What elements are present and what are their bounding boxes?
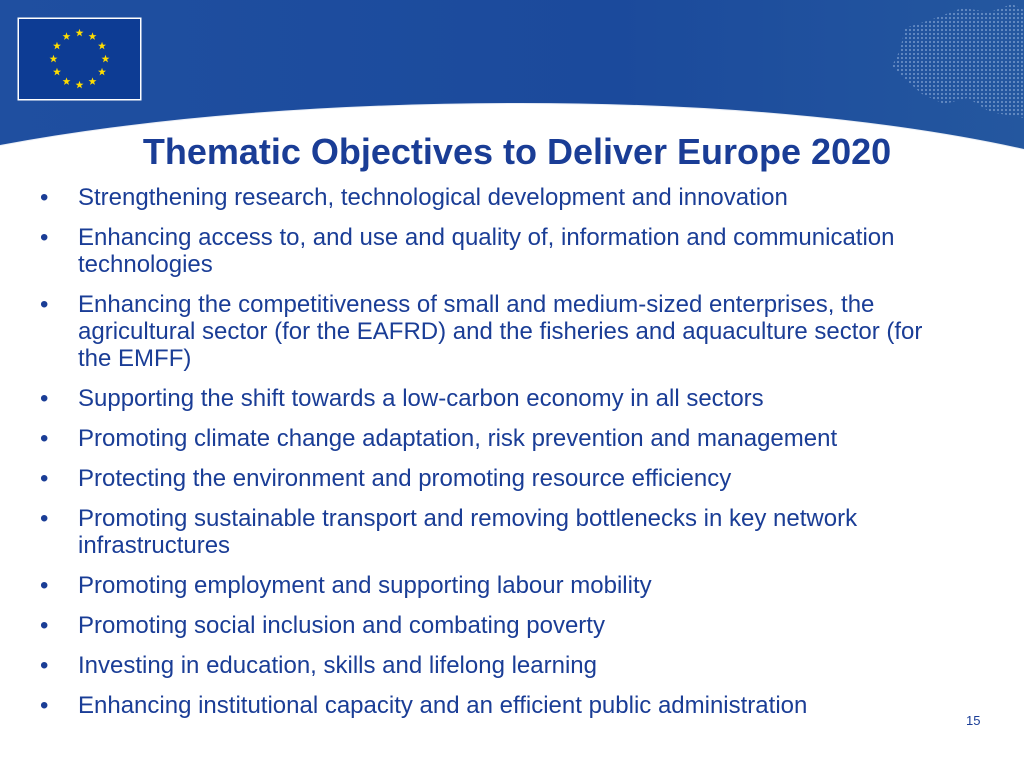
objective-text: Enhancing institutional capacity and an efficient public administration (78, 692, 808, 719)
flag-star (89, 32, 97, 40)
list-item (40, 612, 960, 639)
bullet-icon: • (40, 505, 49, 532)
list-item (40, 652, 960, 679)
flag-star (102, 55, 110, 63)
bullet-icon: • (40, 224, 49, 251)
bullet-icon: • (40, 612, 49, 639)
list-item (40, 385, 960, 412)
flag-star (76, 29, 84, 37)
list-item (40, 505, 960, 559)
objective-text: Protecting the environment and promoting resource efficiency (78, 465, 732, 492)
flag-star (89, 77, 97, 85)
flag-star (76, 81, 84, 89)
objective-text: Enhancing access to, and use and quality of, information and communication technologies (78, 224, 895, 278)
objective-text: Supporting the shift towards a low-carbon economy in all sectors (78, 385, 764, 412)
objective-text: Strengthening research, technological development and innovation (78, 184, 788, 211)
list-item (40, 465, 960, 492)
flag-star (98, 42, 106, 50)
objective-text: Promoting climate change adaptation, risk prevention and management (78, 425, 838, 452)
flag-star (63, 77, 71, 85)
list-item (40, 184, 960, 211)
objective-text: Promoting social inclusion and combating poverty (78, 612, 605, 639)
eu-flag-icon (19, 19, 140, 99)
slide-number: 15 (966, 713, 981, 728)
flag-star (98, 68, 106, 76)
bullet-icon: • (40, 692, 49, 719)
flag-star (50, 55, 58, 63)
list-item (40, 572, 960, 599)
objective-text: Enhancing the competitiveness of small and medium-sized enterprises, the agricultural sector (for the EAFRD) and the fisheries and aquaculture sector (for the EMFF) (78, 291, 923, 372)
list-item (40, 425, 960, 452)
bullet-icon: • (40, 425, 49, 452)
bullet-icon: • (40, 291, 49, 318)
list-item (40, 692, 960, 719)
list-item (40, 224, 960, 278)
flag-star (53, 42, 61, 50)
bullet-icon: • (40, 184, 49, 211)
objective-text: Promoting sustainable transport and removing bottlenecks in key network infrastructures (78, 505, 858, 559)
bullet-icon: • (40, 465, 49, 492)
objective-text: Promoting employment and supporting labour mobility (78, 572, 652, 599)
objectives-list (40, 184, 960, 732)
bullet-icon: • (40, 385, 49, 412)
slide-title: Thematic Objectives to Deliver Europe 2020 (142, 131, 892, 172)
bullet-icon: • (40, 652, 49, 679)
objective-text: Investing in education, skills and lifelong learning (78, 652, 597, 679)
flag-star (53, 68, 61, 76)
bullet-icon: • (40, 572, 49, 599)
flag-star (63, 32, 71, 40)
list-item (40, 291, 960, 372)
